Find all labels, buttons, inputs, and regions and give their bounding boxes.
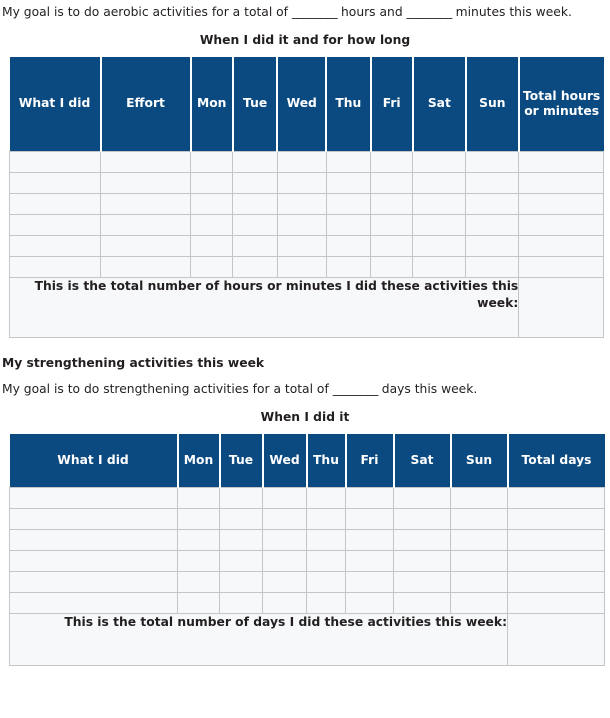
aerobic-entry-cell[interactable] [326, 193, 370, 214]
aerobic-entry-cell[interactable] [191, 193, 233, 214]
strength-table-caption: When I did it [260, 409, 350, 424]
strength-entry-cell[interactable] [394, 572, 451, 593]
strength-entry-cell[interactable] [220, 572, 263, 593]
table-row [10, 151, 604, 172]
strength-entry-cell[interactable] [508, 572, 605, 593]
table-row [10, 214, 604, 235]
strength-entry-cell[interactable] [394, 593, 451, 614]
aerobic-entry-cell[interactable] [519, 214, 604, 235]
aerobic-entry-cell[interactable] [277, 235, 326, 256]
strength-col-sat: Sat [394, 434, 451, 488]
aerobic-entry-cell[interactable] [326, 172, 370, 193]
strength-col-mon: Mon [178, 434, 220, 488]
strength-col-fri: Fri [346, 434, 394, 488]
aerobic-total-input-cell[interactable] [519, 277, 604, 337]
table-row [10, 193, 604, 214]
strength-entry-cell[interactable] [451, 551, 508, 572]
aerobic-col-tue: Tue [233, 57, 277, 151]
aerobic-table-foot [10, 277, 604, 337]
aerobic-table-body [10, 151, 604, 277]
strength-col-total: Total days [508, 434, 605, 488]
table-row [10, 593, 605, 614]
aerobic-entry-cell[interactable] [191, 214, 233, 235]
strength-entry-cell[interactable] [346, 551, 394, 572]
strength-entry-cell[interactable] [394, 530, 451, 551]
strength-col-tue: Tue [220, 434, 263, 488]
strength-entry-cell[interactable] [263, 509, 307, 530]
strength-table-foot [10, 614, 605, 666]
aerobic-entry-cell[interactable] [413, 214, 466, 235]
strength-entry-cell[interactable] [346, 593, 394, 614]
aerobic-entry-cell[interactable] [10, 172, 101, 193]
aerobic-col-fri: Fri [371, 57, 413, 151]
aerobic-entry-cell[interactable] [233, 151, 277, 172]
aerobic-entry-cell[interactable] [519, 193, 604, 214]
aerobic-entry-cell[interactable] [466, 235, 519, 256]
aerobic-table-caption: When I did it and for how long [199, 33, 411, 47]
table-row [10, 551, 605, 572]
strength-table-head [10, 434, 605, 488]
strength-total-label: This is the total number of days I did these activities this week: [10, 614, 508, 666]
strength-entry-cell[interactable] [220, 593, 263, 614]
aerobic-entry-cell[interactable] [371, 214, 413, 235]
aerobic-entry-cell[interactable] [277, 214, 326, 235]
aerobic-goal-text-after: minutes this week. [451, 5, 572, 19]
strength-entry-cell[interactable] [10, 509, 178, 530]
strength-goal-line [0, 370, 610, 397]
aerobic-entry-cell[interactable] [371, 151, 413, 172]
strength-activity-table [9, 434, 605, 667]
aerobic-col-mon: Mon [191, 57, 233, 151]
strength-entry-cell[interactable] [307, 488, 346, 509]
strength-entry-cell[interactable] [508, 530, 605, 551]
aerobic-col-wed: Wed [277, 57, 326, 151]
aerobic-entry-cell[interactable] [101, 235, 191, 256]
strength-entry-cell[interactable] [178, 572, 220, 593]
aerobic-entry-cell[interactable] [519, 172, 604, 193]
strength-entry-cell[interactable] [508, 509, 605, 530]
aerobic-goal-text-middle: hours and [337, 5, 407, 19]
strength-entry-cell[interactable] [263, 551, 307, 572]
aerobic-entry-cell[interactable] [233, 172, 277, 193]
strength-entry-cell[interactable] [394, 488, 451, 509]
strength-entry-cell[interactable] [263, 488, 307, 509]
aerobic-entry-cell[interactable] [519, 256, 604, 277]
table-row [10, 256, 604, 277]
strength-entry-cell[interactable] [220, 551, 263, 572]
aerobic-col-what-i-did: What I did [10, 57, 101, 151]
strength-entry-cell[interactable] [10, 488, 178, 509]
aerobic-entry-cell[interactable] [413, 235, 466, 256]
aerobic-col-thu: Thu [326, 57, 370, 151]
aerobic-entry-cell[interactable] [371, 172, 413, 193]
aerobic-activity-table [9, 57, 604, 338]
aerobic-col-sun: Sun [466, 57, 519, 151]
strength-entry-cell[interactable] [508, 593, 605, 614]
aerobic-entry-cell[interactable] [277, 256, 326, 277]
strength-entry-cell[interactable] [263, 593, 307, 614]
strength-col-sun: Sun [451, 434, 508, 488]
aerobic-goal-blank-minutes[interactable]: ________ [406, 5, 452, 19]
aerobic-entry-cell[interactable] [326, 214, 370, 235]
strength-entry-cell[interactable] [451, 530, 508, 551]
strength-entry-cell[interactable] [263, 530, 307, 551]
strength-entry-cell[interactable] [307, 593, 346, 614]
aerobic-entry-cell[interactable] [277, 193, 326, 214]
aerobic-entry-cell[interactable] [191, 151, 233, 172]
strength-entry-cell[interactable] [178, 551, 220, 572]
strength-entry-cell[interactable] [346, 572, 394, 593]
table-row [10, 572, 605, 593]
aerobic-entry-cell[interactable] [466, 214, 519, 235]
strength-entry-cell[interactable] [451, 572, 508, 593]
strength-section-heading: My strengthening activities this week [2, 355, 265, 370]
strength-total-input-cell[interactable] [508, 614, 605, 666]
aerobic-entry-cell[interactable] [10, 235, 101, 256]
strength-entry-cell[interactable] [263, 572, 307, 593]
strength-entry-cell[interactable] [220, 530, 263, 551]
aerobic-entry-cell[interactable] [233, 193, 277, 214]
strength-entry-cell[interactable] [307, 530, 346, 551]
aerobic-entry-cell[interactable] [277, 172, 326, 193]
strength-entry-cell[interactable] [346, 509, 394, 530]
aerobic-strength-spacer [0, 338, 610, 348]
table-row [10, 235, 604, 256]
strength-total-row [10, 614, 605, 666]
table-row [10, 488, 605, 509]
strength-col-wed: Wed [263, 434, 307, 488]
strength-goal-text-after: days this week. [377, 381, 478, 396]
aerobic-entry-cell[interactable] [466, 172, 519, 193]
aerobic-entry-cell[interactable] [101, 151, 191, 172]
strength-entry-cell[interactable] [508, 488, 605, 509]
aerobic-entry-cell[interactable] [519, 151, 604, 172]
strength-entry-cell[interactable] [220, 509, 263, 530]
strength-goal-blank-days[interactable]: ________ [332, 381, 378, 396]
aerobic-table-head [10, 57, 604, 151]
aerobic-entry-cell[interactable] [326, 151, 370, 172]
aerobic-entry-cell[interactable] [101, 172, 191, 193]
aerobic-goal-text-before: My goal is to do aerobic activities for a total of [2, 5, 292, 19]
strength-col-thu: Thu [307, 434, 346, 488]
aerobic-entry-cell[interactable] [191, 235, 233, 256]
aerobic-entry-cell[interactable] [466, 193, 519, 214]
strength-entry-cell[interactable] [307, 551, 346, 572]
strength-goal-text-before: My goal is to do strengthening activities for a total of [2, 381, 333, 396]
table-row [10, 172, 604, 193]
aerobic-col-total: Total hours or minutes [519, 57, 604, 151]
aerobic-entry-cell[interactable] [371, 235, 413, 256]
aerobic-entry-cell[interactable] [413, 172, 466, 193]
aerobic-entry-cell[interactable] [371, 256, 413, 277]
strength-entry-cell[interactable] [394, 509, 451, 530]
aerobic-entry-cell[interactable] [326, 235, 370, 256]
strength-entry-cell[interactable] [451, 593, 508, 614]
aerobic-entry-cell[interactable] [101, 193, 191, 214]
strength-entry-cell[interactable] [508, 551, 605, 572]
aerobic-entry-cell[interactable] [101, 214, 191, 235]
aerobic-entry-cell[interactable] [519, 235, 604, 256]
table-row [10, 509, 605, 530]
strength-entry-cell[interactable] [307, 572, 346, 593]
strength-table-body [10, 488, 605, 614]
strength-entry-cell[interactable] [10, 572, 178, 593]
aerobic-header-row [10, 57, 604, 151]
aerobic-goal-blank-hours[interactable]: ________ [291, 5, 338, 19]
table-row [10, 530, 605, 551]
aerobic-entry-cell[interactable] [326, 256, 370, 277]
aerobic-entry-cell[interactable] [10, 214, 101, 235]
aerobic-entry-cell[interactable] [466, 256, 519, 277]
strength-entry-cell[interactable] [346, 530, 394, 551]
aerobic-entry-cell[interactable] [413, 193, 466, 214]
strength-entry-cell[interactable] [220, 488, 263, 509]
strength-header-row [10, 434, 605, 488]
strength-col-what-i-did: What I did [10, 434, 178, 488]
aerobic-goal-line [0, 0, 610, 20]
aerobic-entry-cell[interactable] [10, 193, 101, 214]
aerobic-total-row [10, 277, 604, 337]
aerobic-entry-cell[interactable] [413, 151, 466, 172]
aerobic-entry-cell[interactable] [371, 193, 413, 214]
strength-entry-cell[interactable] [178, 530, 220, 551]
aerobic-entry-cell[interactable] [233, 256, 277, 277]
strength-entry-cell[interactable] [451, 488, 508, 509]
strength-entry-cell[interactable] [346, 488, 394, 509]
aerobic-col-sat: Sat [413, 57, 466, 151]
aerobic-entry-cell[interactable] [191, 256, 233, 277]
aerobic-entry-cell[interactable] [10, 256, 101, 277]
strength-entry-cell[interactable] [10, 530, 178, 551]
strength-entry-cell[interactable] [178, 488, 220, 509]
aerobic-entry-cell[interactable] [101, 256, 191, 277]
aerobic-entry-cell[interactable] [233, 214, 277, 235]
aerobic-entry-cell[interactable] [277, 151, 326, 172]
strength-entry-cell[interactable] [178, 509, 220, 530]
aerobic-col-effort: Effort [101, 57, 191, 151]
aerobic-entry-cell[interactable] [413, 256, 466, 277]
strength-entry-cell[interactable] [10, 551, 178, 572]
aerobic-entry-cell[interactable] [466, 151, 519, 172]
strength-entry-cell[interactable] [10, 593, 178, 614]
strength-entry-cell[interactable] [451, 509, 508, 530]
strength-entry-cell[interactable] [394, 551, 451, 572]
aerobic-entry-cell[interactable] [233, 235, 277, 256]
aerobic-entry-cell[interactable] [10, 151, 101, 172]
aerobic-total-label: This is the total number of hours or minutes I did these activities this week: [10, 277, 519, 337]
strength-entry-cell[interactable] [178, 593, 220, 614]
strength-entry-cell[interactable] [307, 509, 346, 530]
aerobic-entry-cell[interactable] [191, 172, 233, 193]
